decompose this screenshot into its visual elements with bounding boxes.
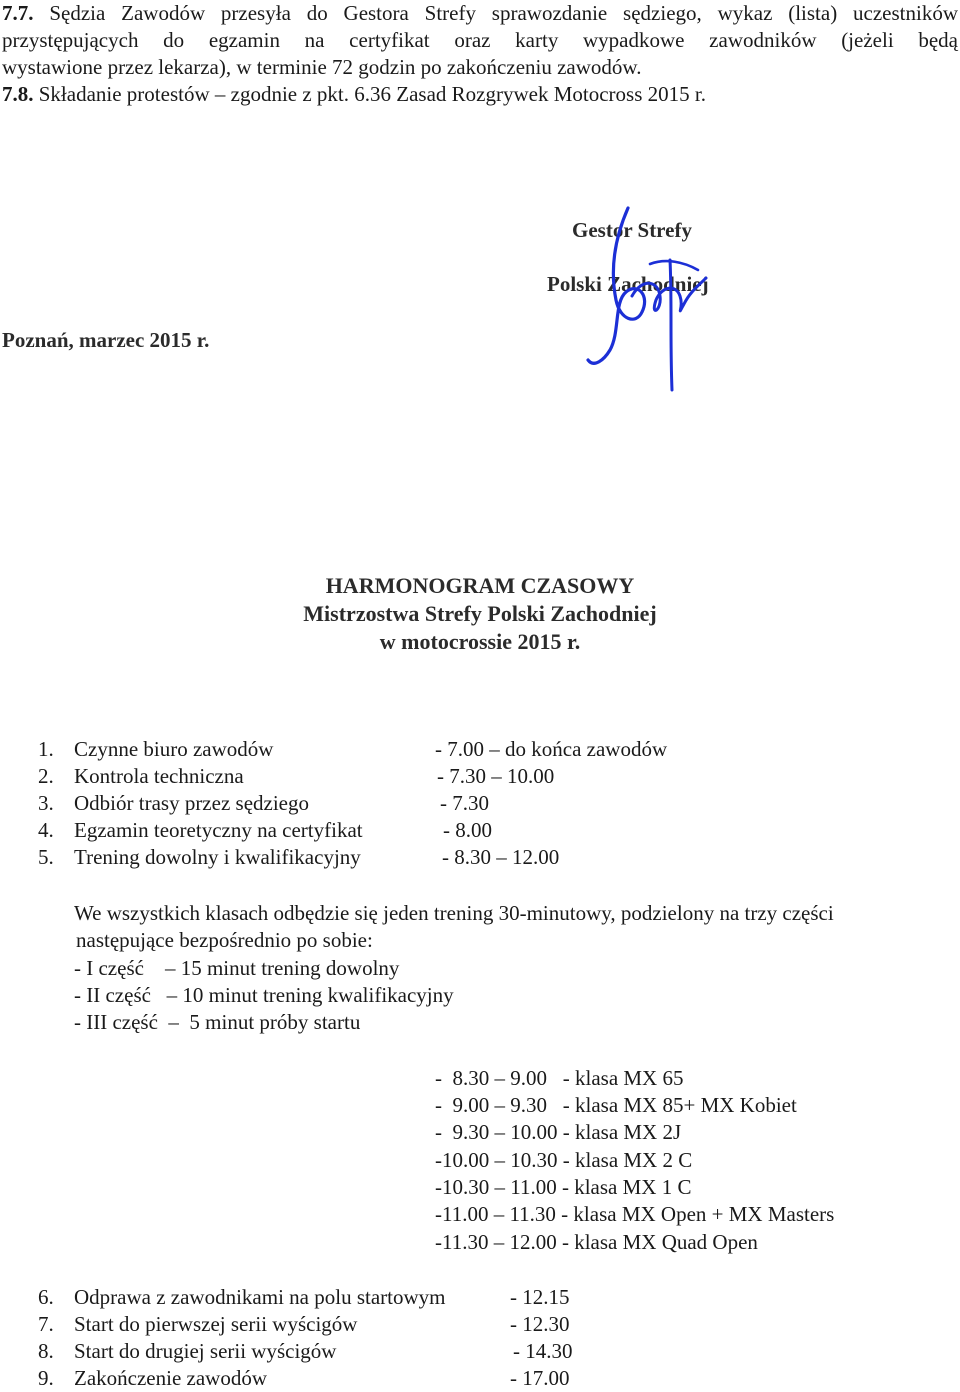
- item-time: - 7.30: [440, 791, 489, 815]
- intro-line-2: przystępujących do egzamin na certyfikat oraz karty wypadkowe zawodników (jeżeli będą: [2, 28, 958, 52]
- item-number: 2.: [38, 764, 54, 788]
- item-label: Egzamin teoretyczny na certyfikat: [74, 818, 363, 842]
- item-label: Odprawa z zawodnikami na polu startowym: [74, 1285, 446, 1309]
- item-number: 1.: [38, 737, 54, 761]
- item-time: - 8.00: [443, 818, 492, 842]
- place-date: Poznań, marzec 2015 r.: [2, 328, 210, 352]
- handwritten-signature: [580, 200, 720, 400]
- item-number: 4.: [38, 818, 54, 842]
- item-time: - 8.30 – 12.00: [442, 845, 560, 869]
- class-time-row: - 9.00 – 9.30 - klasa MX 85+ MX Kobiet: [435, 1093, 797, 1117]
- item-number: 8.: [38, 1339, 54, 1363]
- gestor-region: Polski Zachodniej: [547, 272, 709, 296]
- schedule-title: HARMONOGRAM CZASOWY: [325, 573, 635, 598]
- training-note-line-2: następujące bezpośrednio po sobie:: [76, 928, 373, 952]
- item-number: 6.: [38, 1285, 54, 1309]
- item-label: Kontrola techniczna: [74, 764, 244, 788]
- intro-line-1: [2, 0, 958, 27]
- item-label: Trening dowolny i kwalifikacyjny: [74, 845, 361, 869]
- intro-line-3: wystawione przez lekarza), w terminie 72 godzin po zakończeniu zawodów.: [2, 55, 642, 79]
- item-label: Start do pierwszej serii wyścigów: [74, 1312, 358, 1336]
- item-time: - 12.30: [510, 1312, 570, 1336]
- item-time: - 7.00 – do końca zawodów: [435, 737, 668, 761]
- item-time: - 7.30 – 10.00: [437, 764, 555, 788]
- section-number-7-7: 7.7.: [2, 1, 34, 25]
- item-number: 3.: [38, 791, 54, 815]
- class-time-row: -10.30 – 11.00 - klasa MX 1 C: [435, 1175, 692, 1199]
- item-label: Czynne biuro zawodów: [74, 737, 274, 761]
- class-time-row: -11.30 – 12.00 - klasa MX Quad Open: [435, 1230, 758, 1254]
- item-number: 5.: [38, 845, 54, 869]
- intro-text-7-8: Składanie protestów – zgodnie z pkt. 6.36 Zasad Rozgrywek Motocross 2015 r.: [38, 82, 706, 106]
- intro-text-7-7: Sędzia Zawodów przesyła do Gestora Strefy sprawozdanie sędziego, wykaz (lista) uczestników: [49, 1, 958, 25]
- item-number: 9.: [38, 1366, 54, 1390]
- item-label: Odbiór trasy przez sędziego: [74, 791, 309, 815]
- section-number-7-8: 7.8.: [2, 82, 34, 106]
- training-part-2: - II część – 10 minut trening kwalifikacyjny: [74, 983, 454, 1007]
- item-time: - 17.00: [510, 1366, 570, 1390]
- class-time-row: - 8.30 – 9.00 - klasa MX 65: [435, 1066, 684, 1090]
- class-time-row: -10.00 – 10.30 - klasa MX 2 C: [435, 1148, 693, 1172]
- item-label: Start do drugiej serii wyścigów: [74, 1339, 337, 1363]
- training-note-line-1: We wszystkich klasach odbędzie się jeden trening 30-minutowy, podzielony na trzy części: [74, 901, 834, 925]
- class-time-row: -11.00 – 11.30 - klasa MX Open + MX Masters: [435, 1202, 835, 1226]
- schedule-year: w motocrossie 2015 r.: [379, 629, 581, 654]
- item-time: - 14.30: [513, 1339, 573, 1363]
- training-part-1: - I część – 15 minut trening dowolny: [74, 956, 400, 980]
- training-part-3: - III część – 5 minut próby startu: [74, 1010, 361, 1034]
- gestor-title: Gestor Strefy: [572, 218, 692, 242]
- class-time-row: - 9.30 – 10.00 - klasa MX 2J: [435, 1120, 682, 1144]
- item-time: - 12.15: [510, 1285, 570, 1309]
- schedule-subtitle: Mistrzostwa Strefy Polski Zachodniej: [303, 601, 657, 626]
- intro-line-4: [2, 81, 706, 108]
- item-number: 7.: [38, 1312, 54, 1336]
- item-label: Zakończenie zawodów: [74, 1366, 267, 1390]
